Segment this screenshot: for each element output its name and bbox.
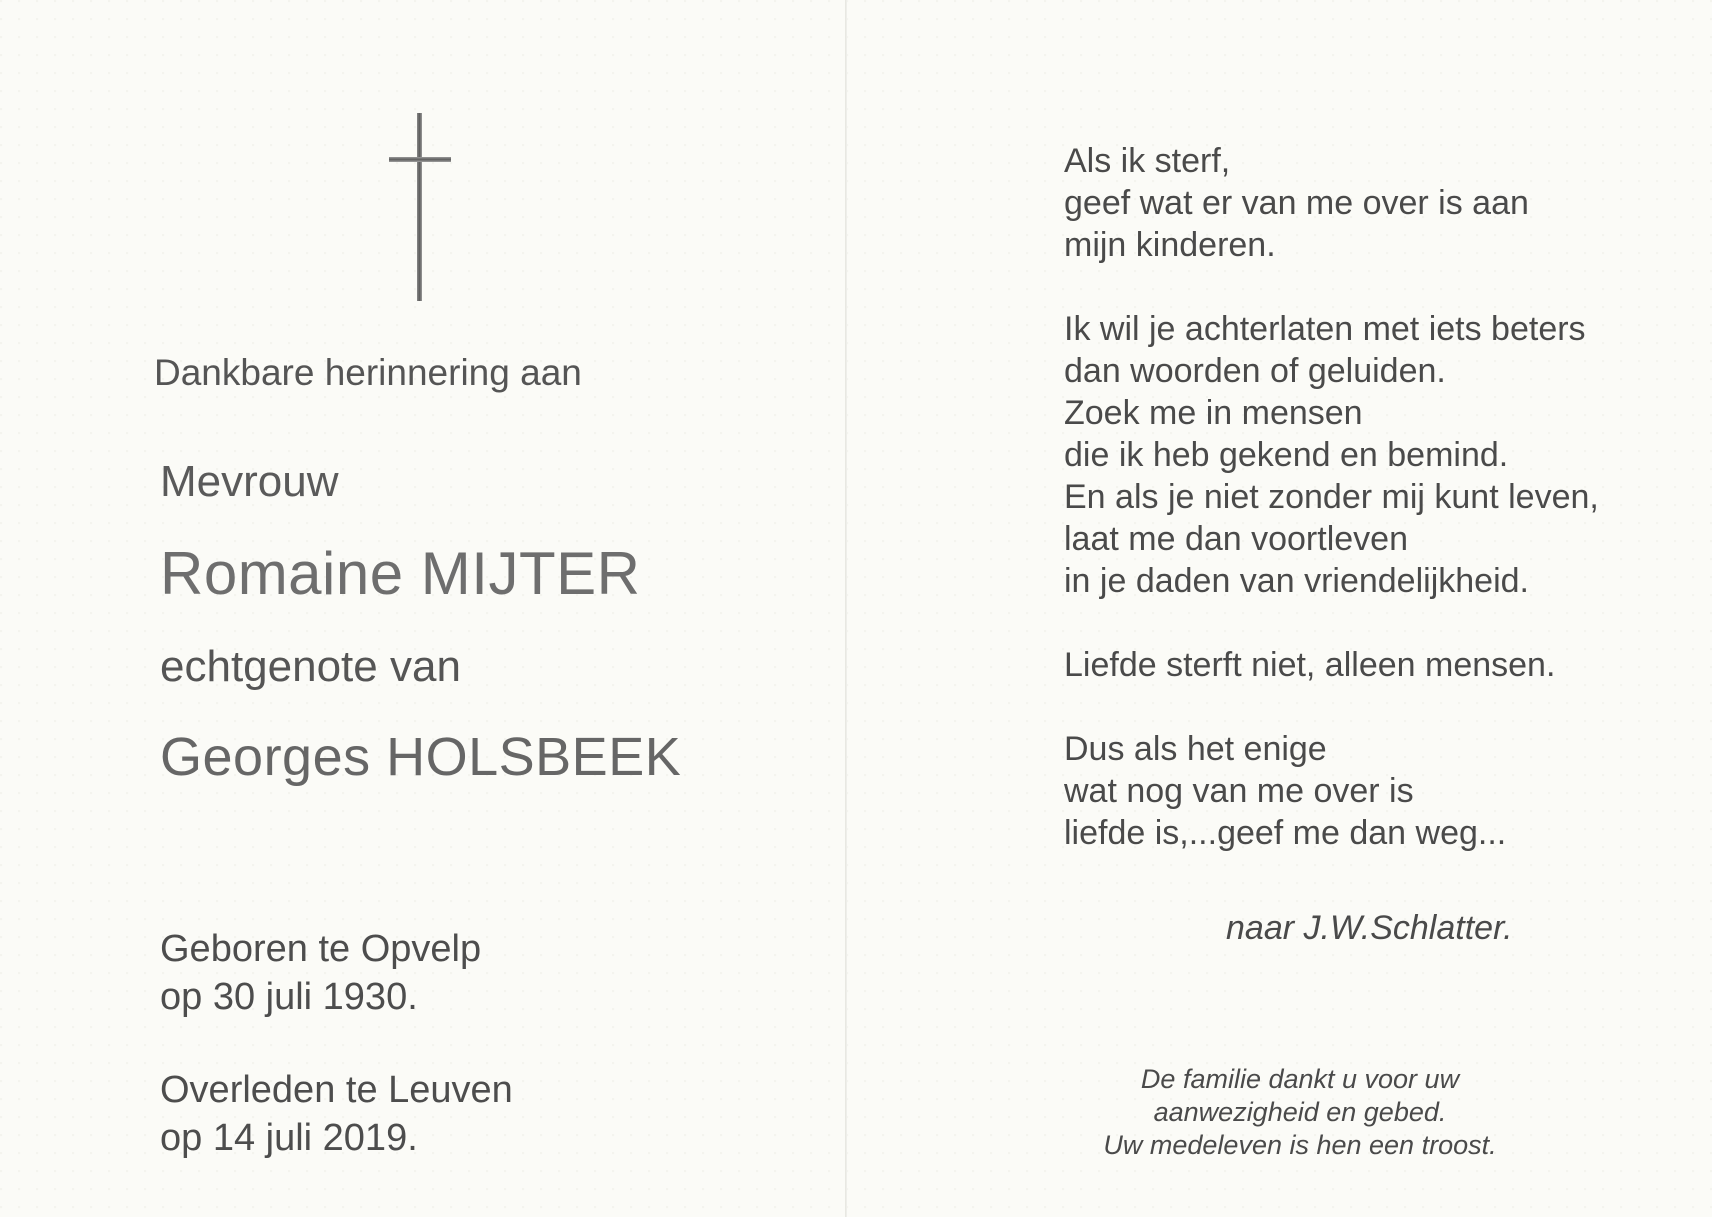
poem-stanza-3	[1064, 644, 1599, 686]
poem-line: liefde is,...geef me dan weg...	[1064, 814, 1507, 852]
thanks-line: aanwezigheid en gebed.	[1153, 1097, 1447, 1127]
poem-line: dan woorden of geluiden.	[1064, 352, 1446, 390]
spouse-name: Georges HOLSBEEK	[160, 727, 682, 787]
poem	[1064, 140, 1599, 896]
death-date: op 14 juli 2019.	[160, 1117, 418, 1159]
poem-author: naar J.W.Schlatter.	[1226, 909, 1513, 947]
family-thanks	[1080, 1063, 1520, 1162]
honorific-title: Mevrouw	[160, 457, 339, 506]
poem-stanza-2	[1064, 308, 1599, 602]
poem-line: Dus als het enige	[1064, 730, 1327, 768]
poem-line: Zoek me in mensen	[1064, 394, 1363, 432]
poem-line: laat me dan voortleven	[1064, 520, 1408, 558]
poem-line: wat nog van me over is	[1064, 772, 1414, 810]
cross-horizontal-bar	[389, 157, 451, 162]
poem-stanza-1	[1064, 140, 1599, 266]
poem-line: Als ik sterf,	[1064, 142, 1231, 180]
poem-line: die ik heb gekend en bemind.	[1064, 436, 1509, 474]
intro-text: Dankbare herinnering aan	[154, 352, 582, 393]
poem-stanza-4	[1064, 728, 1599, 854]
deceased-name: Romaine MIJTER	[160, 540, 641, 607]
poem-line: Liefde sterft niet, alleen mensen.	[1064, 646, 1556, 684]
thanks-line: Uw medeleven is hen een troost.	[1103, 1130, 1497, 1160]
cross-icon	[389, 113, 451, 301]
poem-line: geef wat er van me over is aan	[1064, 184, 1529, 222]
death-place: Overleden te Leuven	[160, 1069, 513, 1111]
poem-line: Ik wil je achterlaten met iets beters	[1064, 310, 1586, 348]
birth-place: Geboren te Opvelp	[160, 928, 482, 970]
spouse-label: echtgenote van	[160, 642, 461, 691]
poem-line: mijn kinderen.	[1064, 226, 1276, 264]
poem-line: En als je niet zonder mij kunt leven,	[1064, 478, 1599, 516]
thanks-line: De familie dankt u voor uw	[1140, 1064, 1460, 1094]
left-panel	[0, 0, 845, 1217]
birth-date: op 30 juli 1930.	[160, 976, 418, 1018]
poem-line: in je daden van vriendelijkheid.	[1064, 562, 1529, 600]
cross-vertical-bar	[417, 113, 422, 301]
